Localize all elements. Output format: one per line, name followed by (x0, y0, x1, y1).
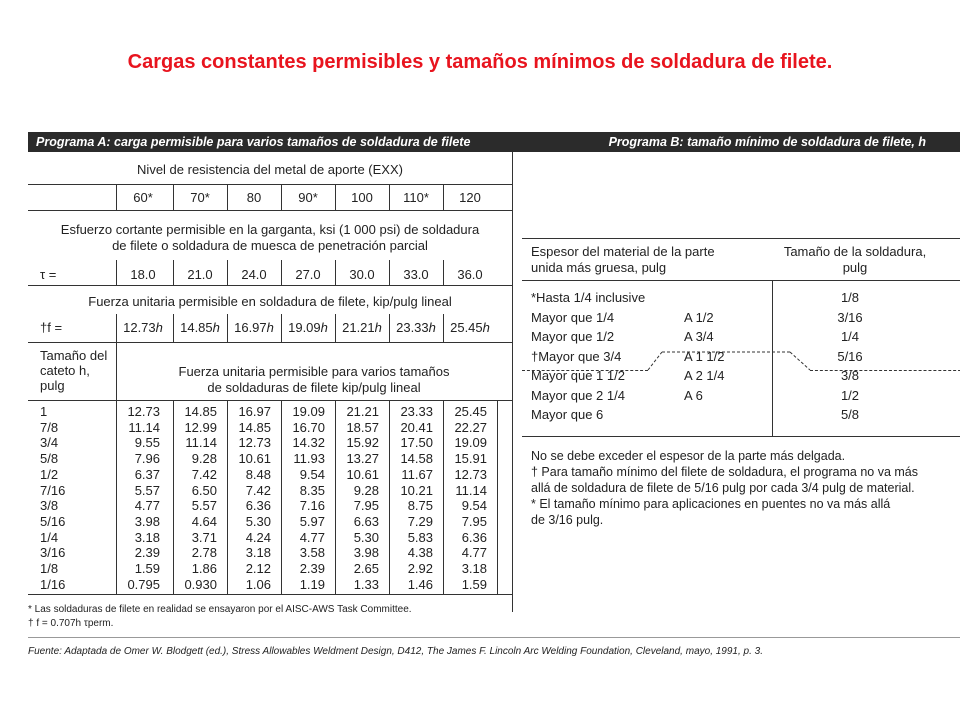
weld-size-cell: 3/16 (837, 309, 863, 325)
f-cell: 21.21h (342, 320, 382, 335)
force-cell: 2.39 (134, 545, 160, 561)
tau-cell: 30.0 (349, 267, 375, 282)
thickness-cell: *Hasta 1/4 inclusive (531, 290, 646, 305)
force-cell: 9.54 (299, 466, 325, 482)
force-cell: 5.30 (353, 529, 379, 545)
force-cell: 3.98 (353, 545, 379, 561)
nivel-label: Nivel de resistencia del metal de aporte (EXX) (137, 162, 403, 177)
thickness-to-cell: A 1/2 (684, 309, 714, 325)
force-cell: 5.30 (245, 513, 271, 529)
leg-size-cell: 1/2 (40, 466, 59, 482)
force-cell: 5.97 (299, 513, 325, 529)
tau-cell: 18.0 (130, 267, 156, 282)
force-cell: 4.24 (245, 529, 271, 545)
thickness-cell: Mayor que 2 1/4 (531, 387, 625, 403)
f-cell: 23.33h (396, 320, 436, 335)
force-cell: 15.92 (346, 435, 379, 451)
b-note-line: * El tamaño mínimo para aplicaciones en puentes no va más allá (531, 497, 891, 511)
force-cell: 4.64 (191, 513, 217, 529)
weld-size-cell: 5/16 (837, 348, 863, 364)
force-cell: 7.16 (299, 498, 325, 514)
force-cell: 5.57 (191, 498, 217, 514)
force-cell: 7.29 (407, 513, 433, 529)
force-cell: 1.86 (191, 561, 217, 576)
force-cell: 0.930 (184, 576, 217, 592)
force-cell: 9.54 (461, 498, 487, 514)
leg-size-cell: 1 (40, 404, 48, 419)
f-cell: 16.97h (234, 320, 274, 335)
weld-size-cell: 1/4 (840, 329, 860, 344)
thickness-cell: Mayor que 1 1/2 (531, 368, 625, 383)
force-cell: 10.61 (346, 466, 379, 482)
grade-cell: 90* (298, 190, 318, 205)
force-cell: 11.67 (401, 466, 433, 482)
f-cell: 12.73h (123, 320, 163, 335)
force-cell: 22.27 (454, 419, 487, 435)
grade-cell: 110* (403, 190, 429, 205)
force-cell: 4.38 (407, 545, 433, 561)
force-cell: 14.85 (184, 404, 217, 419)
grade-cell: 80 (246, 190, 262, 205)
force-cell: 2.78 (191, 545, 217, 561)
force-cell: 9.55 (134, 435, 160, 451)
source-line: Fuente: Adaptada de Omer W. Blodgett (ed.), Stress Allowables Weldment Design, D412, The James F. Lincoln Arc Welding Foundation, Cleveland, mayo, 1991, p. 3. (28, 646, 764, 657)
table-header-line: de soldaduras de filete kip/pulg lineal (207, 380, 421, 395)
tau-label: τ = (40, 267, 57, 282)
force-cell: 14.58 (400, 451, 433, 467)
force-cell: 12.73 (238, 435, 271, 451)
weld-table-sheet (28, 132, 960, 672)
rule (522, 436, 960, 437)
weld-size-cell: 5/8 (840, 407, 860, 422)
force-cell: 9.28 (191, 451, 217, 467)
force-cell: 16.97 (238, 404, 271, 419)
tau-cell: 33.0 (403, 267, 429, 282)
dash-step-lines (28, 132, 960, 432)
b-col2-header-line: Tamaño de la soldadura, (783, 244, 927, 259)
grade-cell: 60* (133, 190, 153, 205)
force-cell: 13.27 (346, 451, 379, 467)
force-cell: 1.59 (134, 561, 160, 576)
weld-size-cell: 1/2 (840, 387, 860, 403)
leg-size-cell: 1/4 (40, 529, 59, 545)
force-cell: 1.33 (353, 576, 379, 592)
force-cell: 10.21 (400, 482, 433, 498)
force-cell: 20.41 (400, 419, 433, 435)
force-cell: 4.77 (299, 529, 325, 545)
force-cell: 8.75 (407, 498, 433, 514)
force-cell: 2.39 (299, 561, 325, 576)
thickness-cell: †Mayor que 3/4 (531, 348, 622, 364)
force-cell: 12.99 (184, 419, 217, 435)
leg-size-cell: 3/16 (40, 545, 66, 561)
force-cell: 11.14 (128, 419, 160, 435)
force-cell: 3.18 (461, 561, 487, 576)
force-cell: 6.63 (353, 513, 379, 529)
force-cell: 10.61 (238, 451, 271, 467)
leg-size-cell: 3/8 (40, 498, 59, 514)
force-cell: 1.59 (461, 576, 487, 592)
leg-size-cell: 3/4 (40, 435, 59, 451)
force-cell: 11.14 (185, 435, 217, 451)
thickness-to-cell: A 6 (684, 387, 703, 403)
force-cell: 6.36 (245, 498, 271, 514)
footnote-1: * Las soldaduras de filete en realidad se ensayaron por el AISC-AWS Task Committee. (28, 604, 412, 615)
size-header-line: pulg (40, 378, 65, 393)
force-cell: 15.91 (454, 451, 487, 467)
f-cell: 19.09h (288, 320, 328, 335)
grade-cell: 70* (190, 190, 210, 205)
thickness-to-cell: A 2 1/4 (684, 368, 725, 383)
force-cell: 4.77 (134, 498, 160, 514)
rule (28, 637, 960, 638)
b-col2-header-line: pulg (842, 260, 868, 275)
force-cell: 7.95 (461, 513, 487, 529)
weld-size-cell: 1/8 (840, 290, 860, 305)
force-cell: 7.42 (245, 482, 271, 498)
table-header-line: Fuerza unitaria permisible para varios tamaños (178, 364, 450, 379)
b-note-line: † Para tamaño mínimo del filete de soldadura, el programa no va más (531, 465, 919, 479)
force-cell: 0.795 (127, 576, 160, 592)
force-cell: 11.93 (293, 451, 325, 467)
thickness-cell: Mayor que 1/2 (531, 329, 615, 344)
force-cell: 7.95 (353, 498, 379, 514)
grade-cell: 120 (459, 190, 481, 205)
force-cell: 3.18 (245, 545, 271, 561)
force-cell: 4.77 (461, 545, 487, 561)
b-col1-header-line: unida más gruesa, pulg (531, 260, 667, 275)
force-cell: 2.12 (245, 561, 271, 576)
force-cell: 2.65 (353, 561, 379, 576)
leg-size-cell: 7/16 (40, 482, 66, 498)
program-a-header: Programa A: carga permisible para varios tamaños de soldadura de filete (28, 132, 512, 152)
leg-size-cell: 7/8 (40, 419, 59, 435)
b-col1-header-line: Espesor del material de la parte (531, 244, 715, 259)
leg-size-cell: 1/16 (40, 576, 66, 592)
force-cell: 19.09 (454, 435, 487, 451)
force-cell: 12.73 (454, 466, 487, 482)
tau-cell: 27.0 (295, 267, 321, 282)
force-cell: 5.83 (407, 529, 433, 545)
tau-cell: 21.0 (187, 267, 213, 282)
force-cell: 25.45 (454, 404, 487, 419)
grade-cell: 100 (351, 190, 373, 205)
b-note-line: No se debe exceder el espesor de la parte más delgada. (531, 449, 846, 463)
force-cell: 17.50 (400, 435, 433, 451)
thickness-cell: Mayor que 6 (531, 407, 604, 422)
tau-cell: 36.0 (457, 267, 483, 282)
leg-size-cell: 1/8 (40, 561, 59, 576)
force-cell: 1.19 (299, 576, 325, 592)
tau-cell: 24.0 (241, 267, 267, 282)
force-cell: 14.85 (238, 419, 271, 435)
force-cell: 3.18 (134, 529, 160, 545)
b-note-line: allá de soldadura de filete de 5/16 pulg por cada 3/4 pulg de material. (531, 481, 915, 495)
leg-size-cell: 5/16 (40, 513, 66, 529)
fuerza-line: Fuerza unitaria permisible en soldadura de filete, kip/pulg lineal (88, 294, 452, 309)
force-cell: 3.58 (299, 545, 325, 561)
thickness-to-cell: A 3/4 (684, 329, 714, 344)
f-cell: 14.85h (180, 320, 220, 335)
force-cell: 14.32 (292, 435, 325, 451)
f-cell: 25.45h (450, 320, 490, 335)
force-cell: 7.42 (191, 466, 217, 482)
b-note-line: de 3/16 pulg. (531, 513, 604, 527)
size-header-line: Tamaño del (40, 348, 108, 363)
force-cell: 3.71 (191, 529, 217, 545)
thickness-cell: Mayor que 1/4 (531, 309, 615, 325)
force-cell: 21.21 (346, 404, 379, 419)
force-cell: 2.92 (407, 561, 433, 576)
force-cell: 5.57 (134, 482, 160, 498)
force-cell: 9.28 (353, 482, 379, 498)
force-cell: 1.06 (245, 576, 271, 592)
force-cell: 16.70 (292, 419, 325, 435)
force-cell: 1.46 (407, 576, 433, 592)
force-cell: 18.57 (346, 419, 379, 435)
size-header-line: cateto h, (40, 363, 90, 378)
force-cell: 11.14 (455, 482, 487, 498)
f-label: †f = (40, 320, 63, 335)
force-cell: 8.48 (245, 466, 271, 482)
force-cell: 7.96 (134, 451, 160, 467)
esfuerzo-line-1: Esfuerzo cortante permisible en la garganta, ksi (1 000 psi) de soldadura (60, 222, 480, 237)
page-title: Cargas constantes permisibles y tamaños mínimos de soldadura de filete. (127, 51, 833, 73)
force-cell: 12.73 (127, 404, 160, 419)
esfuerzo-line-2: de filete o soldadura de muesca de penetración parcial (112, 238, 428, 253)
leg-size-cell: 5/8 (40, 451, 59, 467)
rule (28, 594, 512, 595)
force-cell: 6.37 (134, 466, 160, 482)
thickness-to-cell: A 1 1/2 (684, 348, 725, 364)
force-cell: 8.35 (299, 482, 325, 498)
force-cell: 3.98 (134, 513, 160, 529)
force-cell: 19.09 (292, 404, 325, 419)
force-cell: 6.50 (191, 482, 217, 498)
weld-size-cell: 3/8 (840, 368, 860, 383)
footnote-2: † f = 0.707h τperm. (28, 618, 114, 629)
force-cell: 23.33 (400, 404, 433, 419)
program-b-header: Programa B: tamaño mínimo de soldadura de filete, h (512, 132, 960, 152)
force-cell: 6.36 (461, 529, 487, 545)
